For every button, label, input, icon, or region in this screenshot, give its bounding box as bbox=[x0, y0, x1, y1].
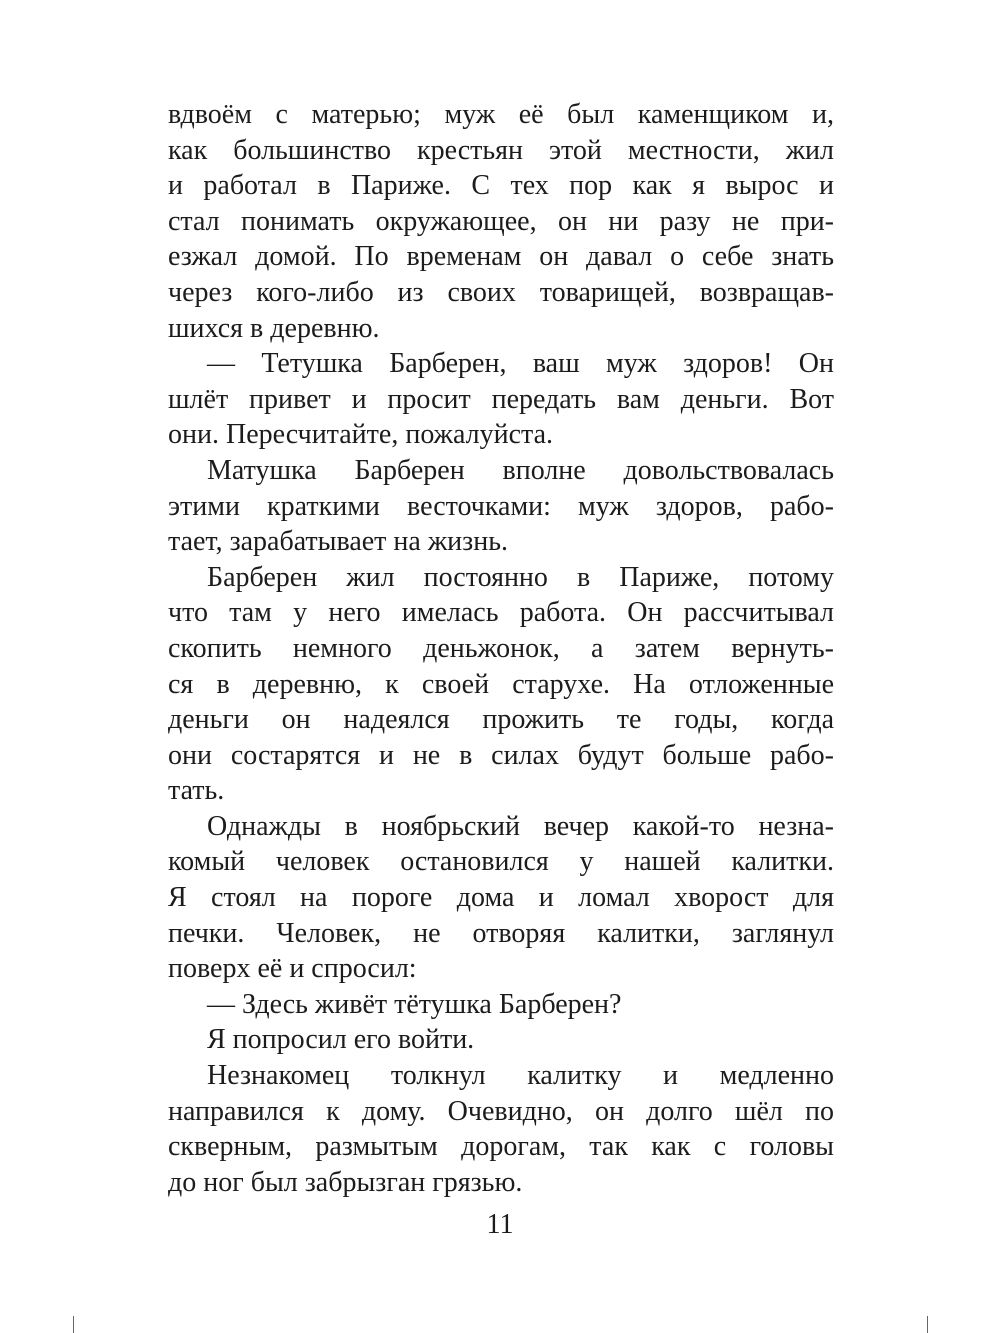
text-line: как большинство крестьян этой местности, жил bbox=[168, 134, 834, 166]
text-line: Барберен жил постоянно в Париже, потому bbox=[207, 561, 834, 593]
text-line: этими краткими весточками: муж здоров, рабо- bbox=[168, 490, 834, 522]
text-line: тать. bbox=[168, 775, 225, 807]
text-line: шлёт привет и просит передать вам деньги. Вот bbox=[168, 383, 834, 415]
text-line: и работал в Париже. С тех пор как я вырос и bbox=[168, 170, 834, 202]
crop-mark-right bbox=[927, 1316, 928, 1333]
text-line: направился к дому. Очевидно, он долго шёл по bbox=[168, 1095, 834, 1127]
page-number: 11 bbox=[486, 1209, 514, 1240]
text-line: Я стоял на пороге дома и ломал хворост для bbox=[168, 882, 834, 914]
text-line: они. Пересчитайте, пожалуйста. bbox=[168, 419, 554, 451]
text-line: Незнакомец толкнул калитку и медленно bbox=[207, 1060, 834, 1092]
text-line: скопить немного деньжонок, а затем вернуть- bbox=[168, 632, 834, 664]
text-line: шихся в деревню. bbox=[168, 312, 380, 344]
text-line: они состарятся и не в силах будут больше рабо- bbox=[168, 739, 834, 771]
text-line: до ног был забрызган грязью. bbox=[168, 1166, 523, 1198]
text-line: вдвоём с матерью; муж её был каменщиком и, bbox=[168, 99, 834, 130]
crop-mark-left bbox=[73, 1316, 74, 1333]
text-line: поверх её и спросил: bbox=[168, 953, 417, 985]
text-line: Матушка Барберен вполне довольствовалась bbox=[207, 454, 834, 486]
text-line: скверным, размытым дорогам, так как с головы bbox=[168, 1131, 834, 1163]
text-line: Однажды в ноябрьский вечер какой-то незна- bbox=[207, 810, 834, 842]
text-line: печки. Человек, не отворяя калитки, заглянул bbox=[168, 917, 834, 949]
text-line: ся в деревню, к своей старухе. На отложенные bbox=[168, 668, 834, 700]
text-line: стал понимать окружающее, он ни разу не при- bbox=[168, 205, 834, 237]
text-line: — Здесь живёт тётушка Барберен? bbox=[207, 988, 622, 1020]
text-line: езжал домой. По временам он давал о себе знать bbox=[168, 241, 834, 273]
body-text bbox=[168, 97, 834, 1200]
text-line: через кого-либо из своих товарищей, возвращав- bbox=[168, 276, 834, 308]
text-line: комый человек остановился у нашей калитки. bbox=[168, 846, 834, 878]
text-line: Я попросил его войти. bbox=[207, 1024, 475, 1056]
text-line: — Тетушка Барберен, ваш муж здоров! Он bbox=[207, 348, 834, 380]
text-line: деньги он надеялся прожить те годы, когда bbox=[168, 704, 834, 736]
text-line: тает, зарабатывает на жизнь. bbox=[168, 526, 508, 558]
text-line: что там у него имелась работа. Он рассчитывал bbox=[168, 597, 834, 629]
